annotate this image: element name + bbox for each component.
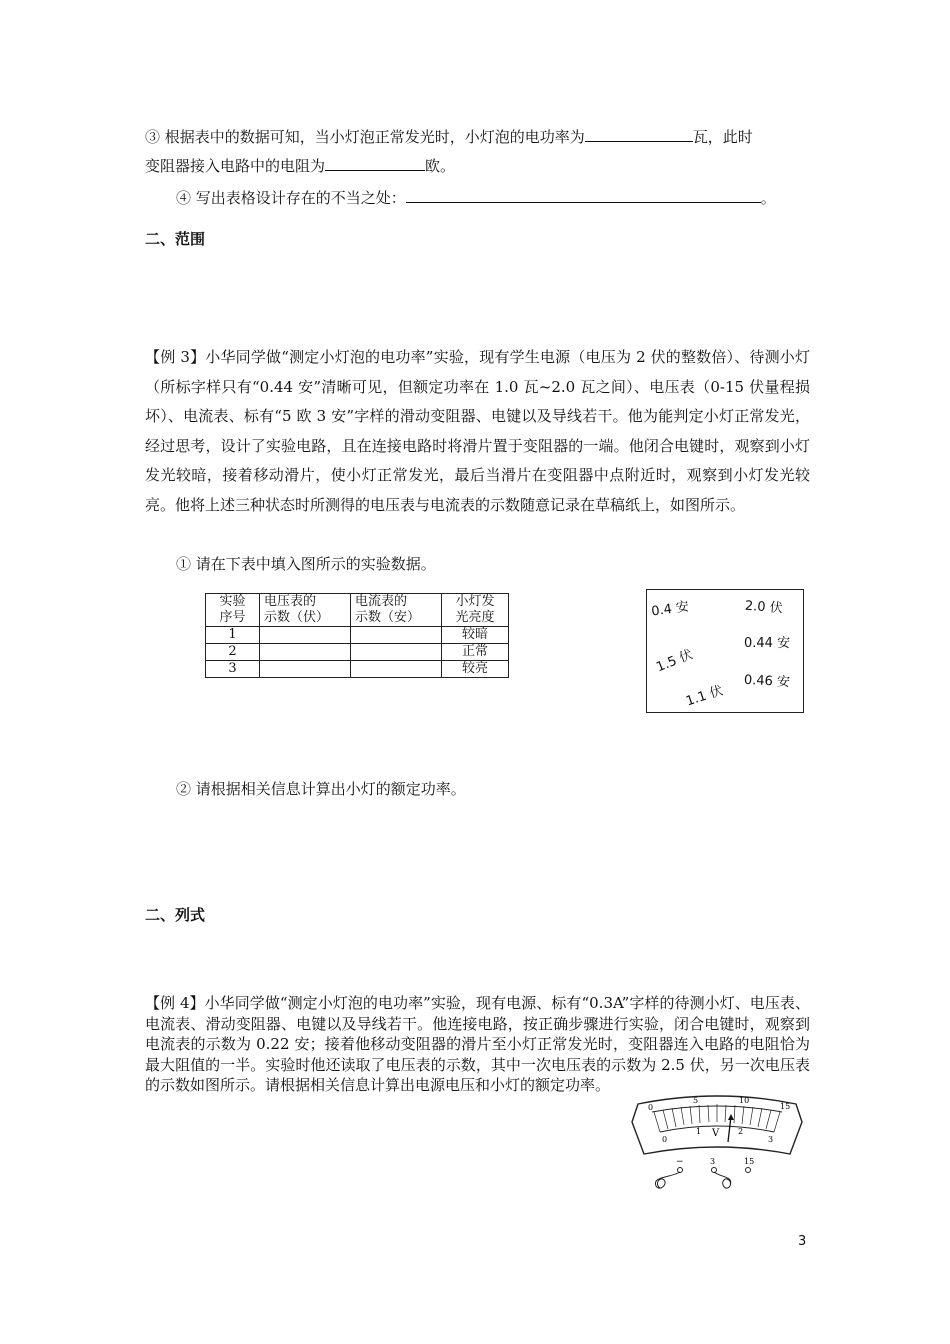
question-3-text-tail: 瓦，此时	[692, 128, 753, 146]
draft-note-box	[646, 589, 804, 713]
inner-tick-label: 3	[768, 1135, 774, 1144]
section-heading-formula: 二、列式	[145, 906, 206, 924]
header-voltage: 电压表的 示数（伏）	[260, 594, 351, 627]
question-4-text: ④ 写出表格设计存在的不当之处：	[176, 189, 406, 207]
example-3-question-2: ② 请根据相关信息计算出小灯的额定功率。	[176, 780, 466, 798]
note-value: 1.1 伏	[684, 683, 725, 710]
question-4-line	[176, 186, 776, 209]
cell-trial-number: 1	[206, 627, 260, 644]
cell-voltage-input[interactable]	[260, 627, 351, 644]
cell-trial-number: 3	[206, 661, 260, 678]
cell-brightness: 正常	[442, 644, 509, 661]
cell-current-input[interactable]	[351, 661, 442, 678]
example-4-paragraph: 【例 4】小华同学做“测定小灯泡的电功率”实验，现有电源、标有“0.3A”字样的待测小灯、电压表、电流表、滑动变阻器、电键以及导线若干。他连接电路，按正确步骤进行实验，闭合电键时，观察到电流表的示数为 0.22 安；接着他移动变阻器的滑片至小灯正常发光时，变阻器连入电路的电阻恰为最大阻值的一半。实验时他还读取了电压表的示数，其中一次电压表的示数为 2.5 伏，另一次电压表的示数如图所示。请根据相关信息计算出电源电压和小灯的额定功率。	[145, 994, 810, 1094]
question-4-period: 。	[760, 189, 776, 207]
outer-tick-label: 0	[648, 1103, 654, 1112]
question-3-text: ③ 根据表中的数据可知，当小灯泡正常发光时，小灯泡的电功率为	[145, 128, 585, 146]
inner-tick-label: 2	[738, 1127, 744, 1136]
unit-label: V	[712, 1128, 720, 1139]
note-value: 2.0 伏	[744, 598, 784, 617]
terminal-3	[712, 1168, 717, 1173]
header-current: 电流表的 示数（安）	[351, 594, 442, 627]
cell-voltage-input[interactable]	[260, 644, 351, 661]
inner-tick-label: 1	[696, 1127, 702, 1136]
question-3-line-1	[145, 125, 753, 148]
cell-brightness: 较亮	[442, 661, 509, 678]
example-3-paragraph: 【例 3】小华同学做“测定小灯泡的电功率”实验，现有学生电源（电压为 2 伏的整数倍）、待测小灯（所标字样只有“0.44 安”清晰可见，但额定功率在 1.0 瓦~2.0 瓦之间）、电压表（0-15 伏量程损坏）、电流表、标有“5 欧 3 安”字样的滑动变阻器、电键以及导线若干。他为能判定小灯正常发光，经过思考，设计了实验电路，且在连接电路时将滑片置于变阻器的一端。他闭合电键时，观察到小灯发光较暗，接着移动滑片，使小灯正常发光，最后当滑片在变阻器中点附近时，观察到小灯发光较亮。他将上述三种状态时所测得的电压表与电流表的示数随意记录在草稿纸上，如图所示。	[145, 348, 810, 514]
note-value: 0.44 安	[744, 636, 791, 651]
outer-tick-label: 15	[780, 1102, 791, 1111]
cell-brightness: 较暗	[442, 627, 509, 644]
question-3-line-2	[145, 154, 455, 177]
cell-current-input[interactable]	[351, 627, 442, 644]
answer-blank-table-flaw[interactable]	[406, 186, 761, 203]
outer-tick-label: 10	[739, 1096, 750, 1105]
table-row	[206, 644, 509, 661]
cell-voltage-input[interactable]	[260, 661, 351, 678]
answer-blank-resistance[interactable]	[325, 154, 425, 171]
answer-blank-power[interactable]	[585, 125, 693, 142]
terminal-label-15: 15	[744, 1157, 755, 1166]
terminal-negative	[678, 1168, 683, 1173]
question-3-text-2-tail: 欧。	[425, 157, 456, 175]
question-3-text-2: 变阻器接入电路中的电阻为	[145, 157, 326, 175]
table-row	[206, 661, 509, 678]
voltmeter-figure	[630, 1092, 805, 1197]
table-row	[206, 627, 509, 644]
needle-tip	[728, 1114, 734, 1120]
section-heading-range: 二、范围	[145, 230, 206, 248]
inner-tick-label: 0	[662, 1135, 668, 1144]
note-value: 1.5 伏	[654, 647, 695, 676]
header-trial-number: 实验 序号	[206, 594, 260, 627]
wire-left	[655, 1172, 680, 1188]
experiment-data-table	[205, 593, 509, 678]
table-header-row	[206, 594, 509, 627]
cell-current-input[interactable]	[351, 644, 442, 661]
cell-trial-number: 2	[206, 644, 260, 661]
terminal-15	[746, 1168, 751, 1173]
terminal-label-3: 3	[710, 1157, 716, 1166]
example-3-question-1: ① 请在下表中填入图所示的实验数据。	[176, 555, 436, 573]
note-value: 0.4 安	[650, 599, 690, 620]
wire-right	[714, 1172, 731, 1188]
note-value: 0.46 安	[743, 672, 791, 691]
page-number: 3	[798, 1234, 807, 1249]
outer-tick-label: 5	[693, 1096, 699, 1105]
terminal-label-negative: −	[676, 1157, 684, 1167]
header-brightness: 小灯发 光亮度	[442, 594, 509, 627]
